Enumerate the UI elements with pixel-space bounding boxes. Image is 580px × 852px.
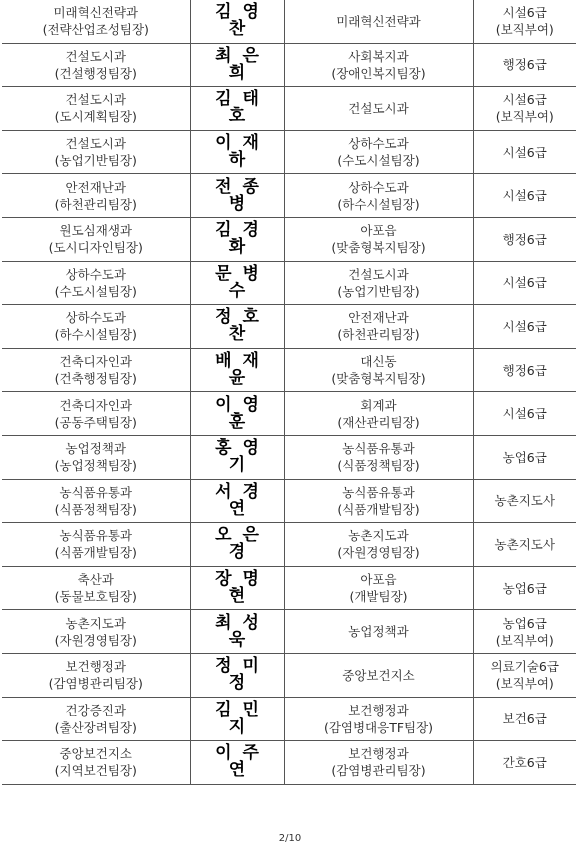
previous-team: (수도시설팀장) <box>54 283 137 299</box>
previous-assignment-cell <box>2 479 190 523</box>
new-assignment-cell <box>284 305 473 349</box>
name-cell <box>190 523 284 567</box>
grade-cell <box>473 348 576 392</box>
grade-cell <box>473 653 576 697</box>
previous-assignment-cell <box>2 305 190 349</box>
previous-team: (감염병관리팀장) <box>48 676 143 692</box>
table-row <box>2 435 576 479</box>
person-name: 오은경 <box>215 525 270 563</box>
previous-department: 원도심재생과 <box>59 223 132 239</box>
new-team: (재산관리팀장) <box>337 414 420 430</box>
table-row <box>2 566 576 610</box>
name-cell <box>190 435 284 479</box>
previous-department: 건설도시과 <box>65 92 126 108</box>
grade-label: 시설6급 <box>502 92 547 108</box>
grade-label: 시설6급 <box>502 5 547 21</box>
name-cell <box>190 653 284 697</box>
name-cell <box>190 217 284 261</box>
new-department: 아포읍 <box>360 572 397 588</box>
previous-department: 미래혁신전략과 <box>53 5 139 21</box>
table-row <box>2 653 576 697</box>
new-assignment-cell <box>284 392 473 436</box>
previous-department: 농식품유통과 <box>59 528 132 544</box>
new-team: (자원경영팀장) <box>337 545 420 561</box>
person-name: 김경화 <box>215 220 270 258</box>
new-assignment-cell <box>284 697 473 741</box>
previous-team: (전략산업조성팀장) <box>42 22 149 38</box>
previous-team: (도시디자인팀장) <box>48 240 143 256</box>
previous-team: (건축행정팀장) <box>54 371 137 387</box>
grade-label: 농업6급 <box>502 580 547 596</box>
grade-note: (보직부여) <box>495 632 554 648</box>
person-name: 이재하 <box>215 133 270 171</box>
table-row <box>2 305 576 349</box>
table-row <box>2 130 576 174</box>
previous-team: (동물보호팀장) <box>54 589 137 605</box>
table-row <box>2 43 576 87</box>
new-department: 상하수도과 <box>348 179 409 195</box>
table-row <box>2 348 576 392</box>
new-team: (식품정책팀장) <box>337 458 420 474</box>
previous-department: 농촌지도과 <box>65 615 126 631</box>
new-assignment-cell <box>284 741 473 785</box>
table-row <box>2 392 576 436</box>
previous-assignment-cell <box>2 348 190 392</box>
person-name: 배재윤 <box>215 351 270 389</box>
grade-label: 행정6급 <box>502 231 547 247</box>
new-assignment-cell <box>284 610 473 654</box>
previous-department: 보건행정과 <box>65 659 126 675</box>
new-department: 상하수도과 <box>348 136 409 152</box>
new-department: 보건행정과 <box>348 746 409 762</box>
table-row <box>2 523 576 567</box>
grade-cell <box>473 392 576 436</box>
personnel-table-body <box>2 0 576 784</box>
grade-label: 시설6급 <box>502 188 547 204</box>
new-team: (장애인복지팀장) <box>331 65 426 81</box>
grade-label: 행정6급 <box>502 57 547 73</box>
grade-cell <box>473 217 576 261</box>
new-department: 농업정책과 <box>348 624 409 640</box>
previous-assignment-cell <box>2 130 190 174</box>
person-name: 서경연 <box>215 481 270 519</box>
previous-department: 중앙보건지소 <box>59 746 132 762</box>
previous-assignment-cell <box>2 741 190 785</box>
name-cell <box>190 174 284 218</box>
previous-department: 건축디자인과 <box>59 397 132 413</box>
previous-team: (도시계획팀장) <box>54 109 137 125</box>
table-row <box>2 87 576 131</box>
name-cell <box>190 261 284 305</box>
previous-assignment-cell <box>2 261 190 305</box>
grade-label: 보건6급 <box>502 711 547 727</box>
previous-team: (지역보건팀장) <box>54 763 137 779</box>
previous-department: 건축디자인과 <box>59 354 132 370</box>
previous-assignment-cell <box>2 174 190 218</box>
grade-cell <box>473 261 576 305</box>
new-department: 회계과 <box>360 397 397 413</box>
previous-team: (공동주택팀장) <box>54 414 137 430</box>
table-row <box>2 479 576 523</box>
grade-label: 농촌지도사 <box>494 493 555 509</box>
previous-team: (하수시설팀장) <box>54 327 137 343</box>
previous-team: (농업기반팀장) <box>54 153 137 169</box>
personnel-table <box>2 0 576 785</box>
previous-team: (농업정책팀장) <box>54 458 137 474</box>
name-cell <box>190 741 284 785</box>
name-cell <box>190 87 284 131</box>
person-name: 김영찬 <box>215 2 270 40</box>
new-team: (수도시설팀장) <box>337 153 420 169</box>
grade-label: 시설6급 <box>502 318 547 334</box>
previous-team: (출산장려팀장) <box>54 719 137 735</box>
previous-department: 건설도시과 <box>65 48 126 64</box>
new-team: (식품개발팀장) <box>337 501 420 517</box>
table-row <box>2 0 576 43</box>
previous-assignment-cell <box>2 87 190 131</box>
new-department: 보건행정과 <box>348 702 409 718</box>
person-name: 장명현 <box>215 569 270 607</box>
new-department: 사회복지과 <box>348 48 409 64</box>
new-team: (맞춤형복지팀장) <box>331 240 426 256</box>
grade-label: 농업6급 <box>502 449 547 465</box>
person-name: 김태호 <box>215 89 270 127</box>
person-name: 문병수 <box>215 263 270 301</box>
table-row <box>2 610 576 654</box>
previous-department: 안전재난과 <box>65 179 126 195</box>
previous-department: 축산과 <box>77 572 114 588</box>
new-team: (하수시설팀장) <box>337 196 420 212</box>
grade-label: 시설6급 <box>502 275 547 291</box>
page-number: 2/10 <box>278 833 302 844</box>
new-assignment-cell <box>284 348 473 392</box>
new-assignment-cell <box>284 174 473 218</box>
grade-cell <box>473 43 576 87</box>
grade-note: (보직부여) <box>495 109 554 125</box>
grade-note: (보직부여) <box>495 676 554 692</box>
name-cell <box>190 0 284 43</box>
new-department: 대신동 <box>360 354 397 370</box>
new-assignment-cell <box>284 566 473 610</box>
new-department: 농식품유통과 <box>342 441 415 457</box>
previous-assignment-cell <box>2 43 190 87</box>
previous-assignment-cell <box>2 217 190 261</box>
previous-assignment-cell <box>2 435 190 479</box>
table-row <box>2 261 576 305</box>
previous-team: (건설행정팀장) <box>54 65 137 81</box>
new-department: 건설도시과 <box>348 266 409 282</box>
new-assignment-cell <box>284 523 473 567</box>
person-name: 최성욱 <box>215 612 270 650</box>
grade-cell <box>473 566 576 610</box>
person-name: 정미정 <box>215 656 270 694</box>
grade-cell <box>473 523 576 567</box>
name-cell <box>190 392 284 436</box>
grade-cell <box>473 697 576 741</box>
new-assignment-cell <box>284 87 473 131</box>
previous-assignment-cell <box>2 610 190 654</box>
grade-cell <box>473 174 576 218</box>
previous-department: 건강증진과 <box>65 702 126 718</box>
grade-label: 시설6급 <box>502 144 547 160</box>
new-department: 중앙보건지소 <box>342 667 415 683</box>
table-row <box>2 697 576 741</box>
previous-assignment-cell <box>2 697 190 741</box>
grade-label: 농촌지도사 <box>494 536 555 552</box>
grade-cell <box>473 741 576 785</box>
new-assignment-cell <box>284 43 473 87</box>
previous-team: (식품개발팀장) <box>54 545 137 561</box>
person-name: 김민지 <box>215 699 270 737</box>
new-team: (농업기반팀장) <box>337 283 420 299</box>
previous-assignment-cell <box>2 523 190 567</box>
grade-cell <box>473 479 576 523</box>
name-cell <box>190 479 284 523</box>
previous-assignment-cell <box>2 0 190 43</box>
previous-department: 건설도시과 <box>65 136 126 152</box>
table-row <box>2 217 576 261</box>
new-assignment-cell <box>284 435 473 479</box>
new-department: 농식품유통과 <box>342 484 415 500</box>
table-row <box>2 174 576 218</box>
name-cell <box>190 348 284 392</box>
new-team: (개발팀장) <box>349 589 408 605</box>
name-cell <box>190 305 284 349</box>
new-team: (감염병대응TF팀장) <box>323 719 434 735</box>
new-team: (맞춤형복지팀장) <box>331 371 426 387</box>
name-cell <box>190 566 284 610</box>
grade-cell <box>473 435 576 479</box>
previous-department: 농식품유통과 <box>59 484 132 500</box>
new-team: (감염병관리팀장) <box>331 763 426 779</box>
grade-cell <box>473 87 576 131</box>
name-cell <box>190 610 284 654</box>
new-assignment-cell <box>284 653 473 697</box>
person-name: 홍영기 <box>215 438 270 476</box>
grade-note: (보직부여) <box>495 22 554 38</box>
grade-label: 의료기술6급 <box>490 659 559 675</box>
new-department: 농촌지도과 <box>348 528 409 544</box>
grade-cell <box>473 305 576 349</box>
person-name: 이영훈 <box>215 394 270 432</box>
new-department: 아포읍 <box>360 223 397 239</box>
grade-label: 시설6급 <box>502 406 547 422</box>
name-cell <box>190 130 284 174</box>
new-assignment-cell <box>284 0 473 43</box>
new-assignment-cell <box>284 479 473 523</box>
previous-department: 상하수도과 <box>65 310 126 326</box>
previous-department: 농업정책과 <box>65 441 126 457</box>
grade-cell <box>473 610 576 654</box>
new-assignment-cell <box>284 217 473 261</box>
previous-team: (자원경영팀장) <box>54 632 137 648</box>
previous-team: (식품정책팀장) <box>54 501 137 517</box>
grade-label: 간호6급 <box>502 754 547 770</box>
grade-cell <box>473 130 576 174</box>
person-name: 정호찬 <box>215 307 270 345</box>
new-assignment-cell <box>284 130 473 174</box>
grade-label: 농업6급 <box>502 615 547 631</box>
grade-label: 행정6급 <box>502 362 547 378</box>
name-cell <box>190 697 284 741</box>
previous-assignment-cell <box>2 392 190 436</box>
new-team: (하천관리팀장) <box>337 327 420 343</box>
previous-team: (하천관리팀장) <box>54 196 137 212</box>
previous-assignment-cell <box>2 653 190 697</box>
new-department: 미래혁신전략과 <box>336 13 421 29</box>
person-name: 최은희 <box>215 45 270 83</box>
table-row <box>2 741 576 785</box>
new-department: 건설도시과 <box>348 100 409 116</box>
person-name: 전종병 <box>215 176 270 214</box>
previous-assignment-cell <box>2 566 190 610</box>
grade-cell <box>473 0 576 43</box>
name-cell <box>190 43 284 87</box>
new-department: 안전재난과 <box>348 310 409 326</box>
previous-department: 상하수도과 <box>65 266 126 282</box>
person-name: 이주연 <box>215 743 270 781</box>
new-assignment-cell <box>284 261 473 305</box>
